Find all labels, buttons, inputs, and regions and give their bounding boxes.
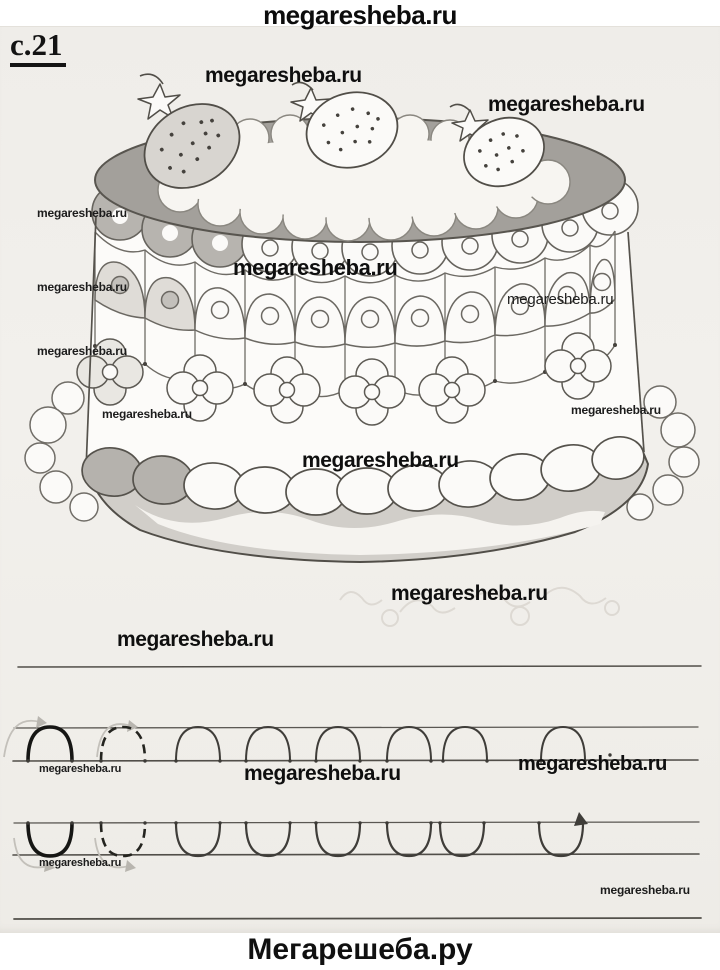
watermark: megaresheba.ru xyxy=(37,206,127,220)
ruled-lines xyxy=(13,666,701,919)
watermark: megaresheba.ru xyxy=(244,762,401,785)
watermark: megaresheba.ru xyxy=(391,582,548,605)
watermark: megaresheba.ru xyxy=(117,628,274,651)
watermark: megaresheba.ru xyxy=(39,857,122,869)
watermark: megaresheba.ru xyxy=(37,344,127,358)
ruled-line xyxy=(14,918,701,919)
ruled-line xyxy=(14,727,698,728)
watermark: megaresheba.ru xyxy=(263,0,457,30)
ruled-line xyxy=(18,666,701,667)
watermark: megaresheba.ru xyxy=(571,403,661,417)
watermark: megaresheba.ru xyxy=(302,449,459,472)
watermark: megaresheba.ru xyxy=(488,93,645,116)
page-number-label: с.21 xyxy=(10,29,66,67)
watermark: megaresheba.ru xyxy=(600,883,690,897)
watermark: megaresheba.ru xyxy=(39,763,122,775)
ruled-line xyxy=(14,822,699,823)
watermark: megaresheba.ru xyxy=(102,407,192,421)
watermark: megaresheba.ru xyxy=(233,255,398,280)
site-brand-title: Мегарешеба.ру xyxy=(247,933,473,966)
watermark: megaresheba.ru xyxy=(37,280,127,294)
watermark: megaresheba.ru xyxy=(205,64,362,87)
watermark: megaresheba.ru xyxy=(507,291,614,308)
watermark: megaresheba.ru xyxy=(518,753,667,775)
